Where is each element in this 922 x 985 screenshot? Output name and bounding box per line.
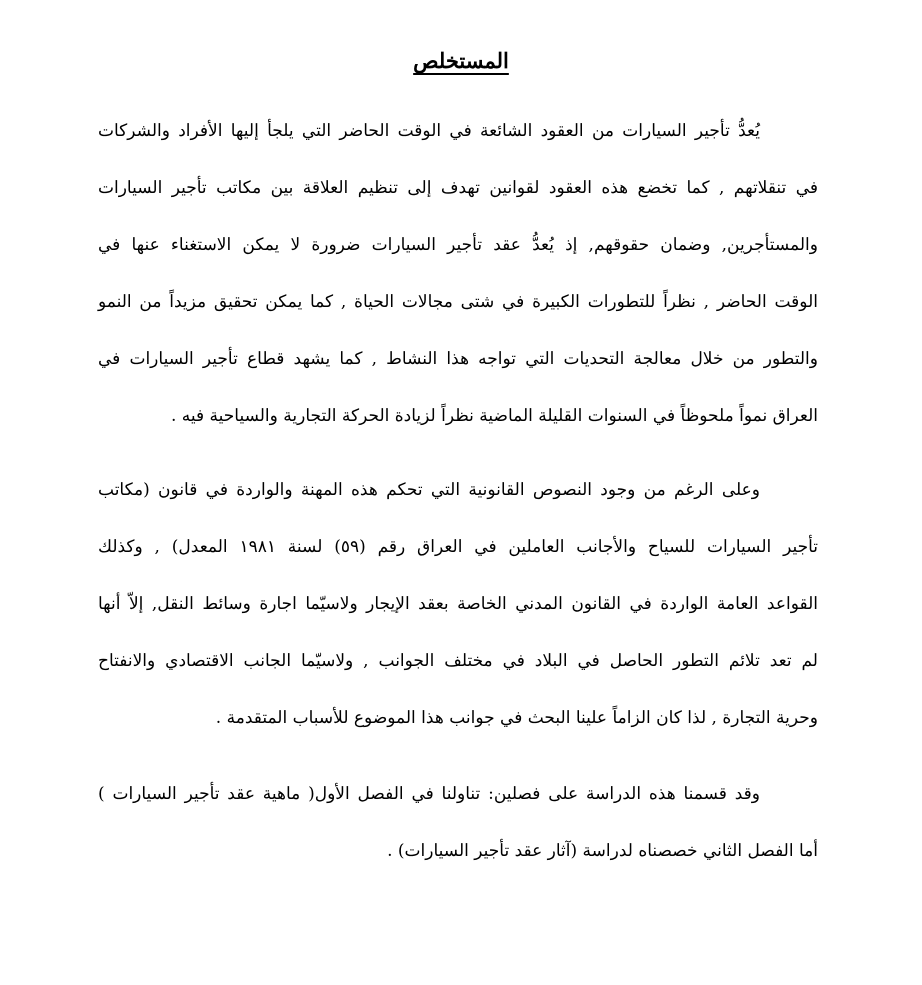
paragraph-3 <box>98 766 818 880</box>
paragraph-1 <box>98 103 818 445</box>
paragraph-line: العراق نمواً ملحوظاً في السنوات القليلة الماضية نظراً لزيادة الحركة التجارية والسياحية فيه . <box>170 406 818 426</box>
paragraph-line: في تنقلاتهم , كما تخضع هذه العقود لقوانين تهدف إلى تنظيم العلاقة بين مكاتب تأجير السيارات <box>98 178 818 198</box>
paragraph-line: والتطور من خلال معالجة التحديات التي تواجه هذا النشاط , كما يشهد قطاع تأجير السيارات في <box>98 349 818 369</box>
paragraph-line: أما الفصل الثاني خصصناه لدراسة (آثار عقد تأجير السيارات) . <box>387 841 818 861</box>
paragraph-line: والمستأجرين, وضمان حقوقهم, إذ يُعدُّ عقد تأجير السيارات ضرورة لا يمكن الاستغناء عنها في <box>98 235 818 255</box>
paragraph-2 <box>98 462 818 747</box>
paragraph-line: يُعدُّ تأجير السيارات من العقود الشائعة في الوقت الحاضر التي يلجأ إليها الأفراد والشركات <box>98 121 760 141</box>
paragraph-line: الوقت الحاضر , نظراً للتطورات الكبيرة في شتى مجالات الحياة , كما يمكن تحقيق مزيداً من النمو <box>98 292 818 312</box>
page-title: المستخلص <box>413 48 509 73</box>
paragraph-line: وقد قسمنا هذه الدراسة على فصلين: تناولنا في الفصل الأول( ماهية عقد تأجير السيارات ) <box>98 784 760 804</box>
paragraph-line: وعلى الرغم من وجود النصوص القانونية التي تحكم هذه المهنة والواردة في قانون (مكاتب <box>98 480 760 500</box>
paragraph-line: لم تعد تلائم التطور الحاصل في البلاد في مختلف الجوانب , ولاسيّما الجانب الاقتصادي والانفتاح <box>98 651 818 671</box>
paragraph-line: وحرية التجارة , لذا كان الزاماً علينا البحث في جوانب هذا الموضوع للأسباب المتقدمة . <box>215 708 818 728</box>
paragraph-line: تأجير السيارات للسياح والأجانب العاملين في العراق رقم (٥٩) لسنة ١٩٨١ المعدل) , وكذلك <box>98 537 819 557</box>
paragraph-line: القواعد العامة الواردة في القانون المدني الخاصة بعقد الإيجار ولاسيّما اجارة وسائط النقل, إلاّ أنها <box>98 594 818 614</box>
